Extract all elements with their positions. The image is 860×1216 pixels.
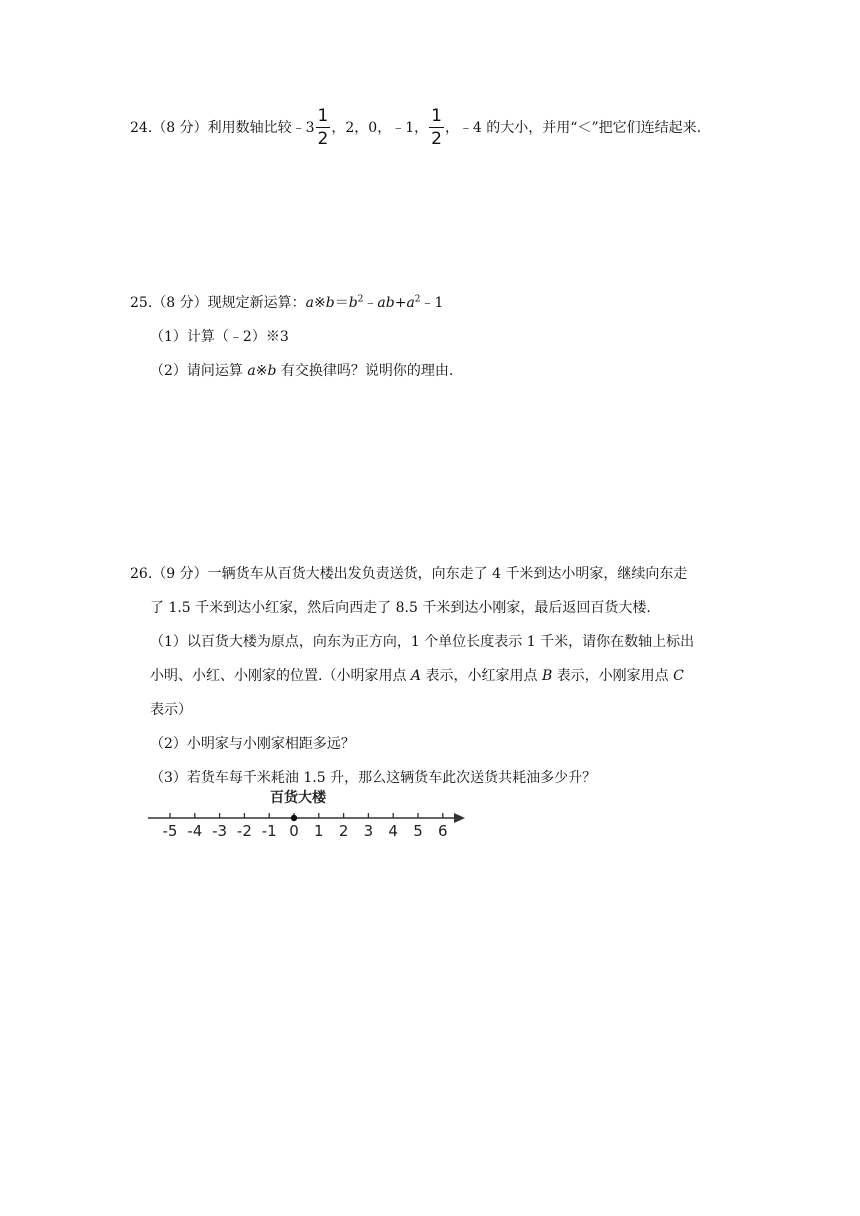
fraction-numerator: 1 xyxy=(431,106,442,126)
formula-op: ﹣ xyxy=(363,295,378,311)
formula-var: b xyxy=(267,363,277,379)
formula-var: ab xyxy=(377,295,395,311)
sub-text: 表示，小刚家用点 xyxy=(552,668,674,684)
formula-tail: ﹣1 xyxy=(420,295,444,311)
score-label: （8 分） xyxy=(152,295,208,311)
question-number: 25. xyxy=(130,295,153,311)
point-label: A xyxy=(410,668,422,684)
question-text: 利用数轴比较﹣3 xyxy=(207,120,315,136)
tick-label: -2 xyxy=(236,822,252,840)
origin-point xyxy=(291,815,297,821)
formula-op: + xyxy=(394,295,407,311)
question-26-sub1-line1: （1）以百货大楼为原点，向东为正方向，1 个单位长度表示 1 千米，请你在数轴上标出 xyxy=(150,634,695,650)
tick-group xyxy=(163,813,448,840)
score-label: （8 分） xyxy=(152,120,208,136)
axis-arrow-icon xyxy=(454,813,465,823)
fraction xyxy=(429,108,444,148)
tick-label: -5 xyxy=(162,822,178,840)
question-number: 24. xyxy=(130,120,153,136)
question-25 xyxy=(130,292,443,312)
question-24 xyxy=(130,108,701,148)
tick-label: 6 xyxy=(438,822,448,840)
fraction xyxy=(316,108,331,148)
exponent: 2 xyxy=(414,294,421,305)
tick-label: 0 xyxy=(289,822,299,840)
question-25-sub2 xyxy=(150,360,453,380)
tick-label: -4 xyxy=(187,822,203,840)
sub-text: 有交换律吗？说明你的理由. xyxy=(276,363,454,379)
question-26-sub3: （3）若货车每千米耗油 1.5 升，那么这辆货车此次送货共耗油多少升？ xyxy=(150,770,597,786)
tick-label: 1 xyxy=(314,822,324,840)
tick-label: -1 xyxy=(261,822,277,840)
question-text: ，﹣4 的大小，并用“＜”把它们连结起来. xyxy=(444,120,702,136)
formula-op: ※ xyxy=(313,295,326,311)
question-26 xyxy=(130,563,687,583)
sub-text: 小明、小红、小刚家的位置.（小明家用点 xyxy=(150,668,411,684)
fraction-denominator: 2 xyxy=(317,129,329,149)
formula-var: b xyxy=(348,295,358,311)
tick-label: 2 xyxy=(338,822,349,840)
tick-label: 3 xyxy=(363,822,374,840)
origin-label: 百货大楼 xyxy=(270,790,326,806)
fraction-numerator: 1 xyxy=(317,106,329,126)
question-26-sub2: （2）小明家与小刚家相距多远？ xyxy=(150,736,355,752)
question-text: ，2，0，﹣1， xyxy=(331,120,429,136)
question-text: 现规定新运算： xyxy=(207,295,306,311)
tick-label: 4 xyxy=(388,822,398,840)
point-label: B xyxy=(541,668,553,684)
formula-var: a xyxy=(247,363,256,379)
exponent: 2 xyxy=(357,294,364,305)
formula-var: b xyxy=(325,295,335,311)
question-26-sub1-line3: 表示） xyxy=(150,702,192,718)
formula-eq: ＝ xyxy=(334,295,349,311)
sub-text: （2）请问运算 xyxy=(150,363,248,379)
question-text: 一辆货车从百货大楼出发负责送货，向东走了 4 千米到达小明家，继续向东走 xyxy=(207,566,688,582)
question-number: 26. xyxy=(130,566,153,582)
formula-op: ※ xyxy=(255,363,268,379)
point-label: C xyxy=(673,668,684,684)
score-label: （9 分） xyxy=(152,566,208,582)
question-26-line2: 了 1.5 千米到达小红家，然后向西走了 8.5 千米到达小刚家，最后返回百货大楼. xyxy=(150,600,651,616)
question-25-sub1: （1）计算（﹣2）※3 xyxy=(150,329,289,345)
number-line xyxy=(145,786,475,846)
fraction-denominator: 2 xyxy=(431,129,442,149)
question-26-sub1-line2 xyxy=(150,665,684,685)
tick-label: -3 xyxy=(212,822,228,840)
formula-var: a xyxy=(305,295,314,311)
formula-var: a xyxy=(406,295,415,311)
sub-text: 表示，小红家用点 xyxy=(421,668,542,684)
tick-label: 5 xyxy=(413,822,423,840)
